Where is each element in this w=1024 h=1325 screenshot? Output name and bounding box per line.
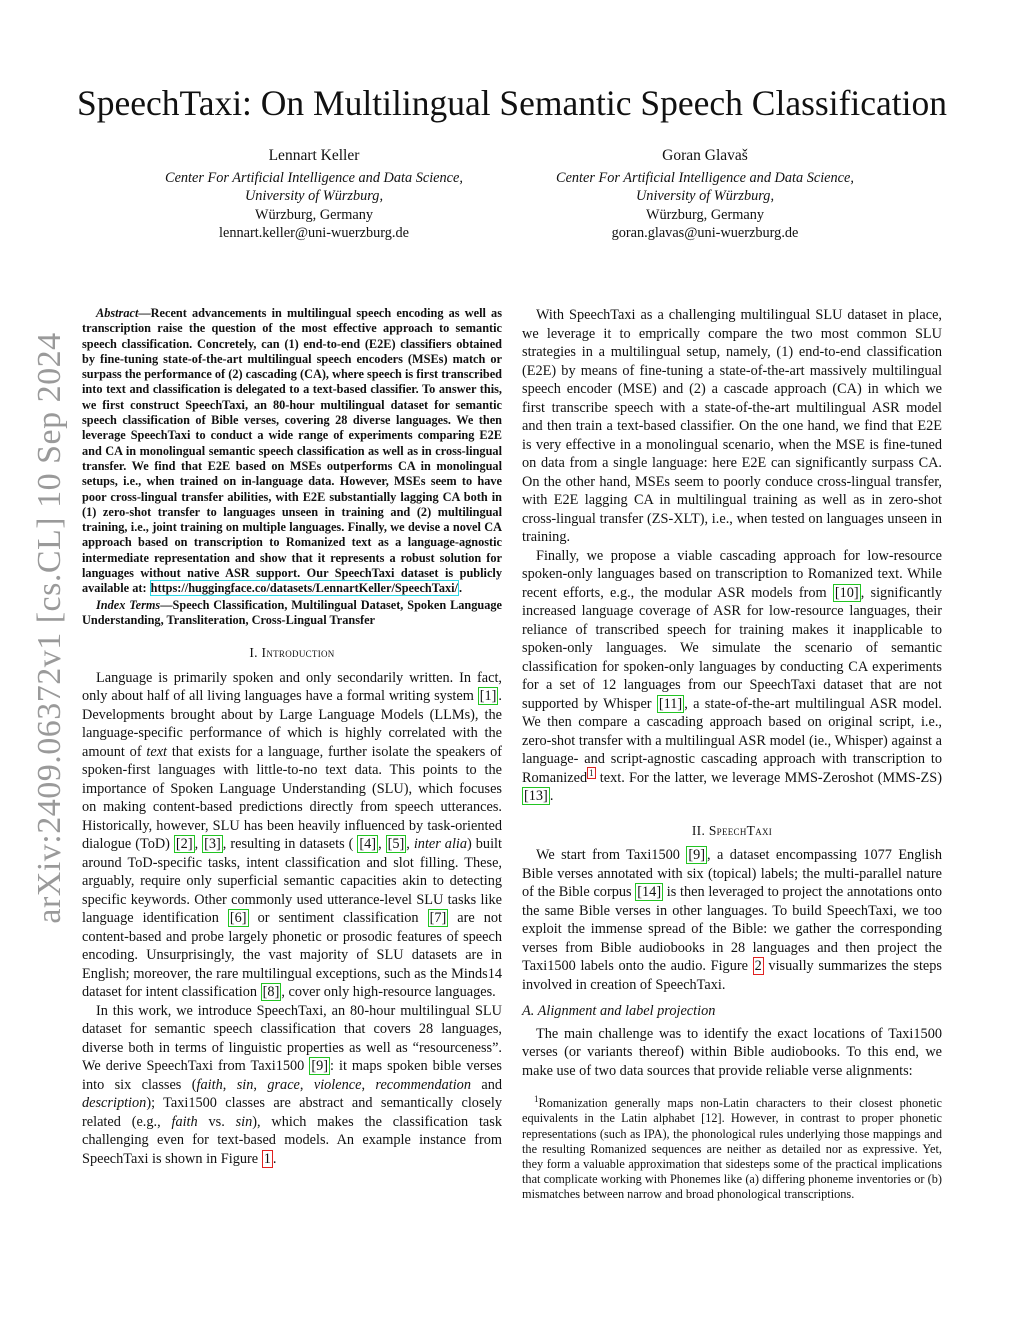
intro-paragraph-4: Finally, we propose a viable cascading approach for low-resource spoken-only languages based on transcription to Romanized text. While recent efforts, e.g., the modular ASR models from [10] , significantly increased language coverage of ASR for low-resource languages, their reliance of transcribed speech for training makes it inapplicable to spoken-only languages. We simulate the scenario of semantic classification for spoken-only languages by conducting CA experiments for a set of 12 languages from our SpeechTaxi dataset that are not supported by Whisper [11] , a state-of-the-art multilingual ASR model. We then compare a cascading approach based on original script, i.e., zero-shot transfer with a multilingual ASR model (ie., Whisper) against a language- and script-agnostic cascading approach with transcription to Romanized $^1$ text. For the latter, we leverage MMS-Zeroshot (MMS-ZS) [13] . [522,547,942,804]
abstract-label: Abstract [96,306,139,320]
abstract [82,306,502,597]
right-column [522,306,942,1203]
author-affiliation: Center For Artificial Intelligence and Data Science, [165,169,463,186]
author-email: goran.glavas@uni-wuerzburg.de [611,225,799,242]
author-affiliation: University of Würzburg, [635,188,775,205]
abstract-text: —Recent advancements in multilingual speech encoding as well as transcription raise the question of the most effective approach to semantic speech classification. Concretely, can (1) end-to-end (E2E) classifiers obtained by fine-tuning state-of-the-art multilingual speech encoders (MSEs) match or surpass the performance of (2) cascading (CA), where speech is first transcribed into text and classification is delegated to a text-based classifier. To answer this, we first construct SpeechTaxi, an 80-hour multilingual dataset for semantic speech classification of Bible verses, covering 28 diverse languages. We then leverage SpeechTaxi to conduct a wide range of experiments comparing E2E and CA in monolingual semantic speech classification as well as in cross-lingual transfer. We find that E2E based on MSEs outperforms CA in monolingual setups, i.e., when trained on in-language data. However, MSEs seem to have poor cross-lingual transfer abilities, with E2E substantially lagging CA both in (1) zero-shot transfer to languages unseen in training and (2) multilingual training, i.e., joint training on multiple languages. Finally, we devise a novel CA approach based on transcription to Romanized text as a language-agnostic intermediate representation and show that it represents a robust solution for languages without native ASR support. Our SpeechTaxi dataset is publicly available at: [82,306,502,596]
dataset-link[interactable]: https://huggingface.co/datasets/LennartKeller/SpeechTaxi/ [150,581,458,596]
abstract-end: . [458,581,463,596]
index-terms-text: —Speech Classification, Multilingual Dataset, Spoken Language Understanding, Transliteration, Cross-Lingual Transfer [82,597,502,627]
author-location: Würzburg, Germany [645,206,765,223]
intro-paragraph-3: With SpeechTaxi as a challenging multilingual SLU dataset in place, we leverage it to emprically compare the two most common SLU strategies in a multilingual setup, namely, (1) end-to-end classification (E2E) by means of fine-tuning a state-of-the-art massively multilingual speech encoder (MSE) and (2) a cascade approach (CA) in which we first transcribe speech with a state-of-the-art multilingual ASR model and then train a text-based classifier. On the one hand, we find that E2E is very effective in a monolingual scenario, when the MSE is fine-tuned on data from a single language: here E2E can significantly surpass CA. On the other hand, MSEs seem to poorly conduce cross-lingual transfer, with E2E lagging CA in multilingual training as well as in zero-shot cross-lingual transfer (ZS-XLT), i.e., when tested on languages unseen in training. [522,307,942,545]
left-column [82,306,502,1168]
author-name: Lennart Keller [268,147,360,164]
intro-paragraph-1: Language is primarily spoken and only secondarily written. In fact, only about half of all living languages have a formal writing system [1] . Developments brought about by Large Language Models (LLMs), the language-specific performance of which is highly correlated with the amount of text that exists for a language, further isolate the speakers of spoken-first languages with little-to-no text data. This points to the importance of Spoken Language Understanding (SLU), which focuses on making content-based predictions directly from speech utterances. Historically, however, SLU has been heavily influenced by task-oriented dialogue (ToD) [2] , [3] , resulting in datasets ( [4] , [5] , inter alia) built around ToD-specific tasks, intent classification and slot filling. These, arguably, require only superficial semantic capacities akin to detecting specific keywords. Other commonly used utterance-level SLU tasks like language identification [6] or sentiment classification [7] are not content-based and probe largely phonetic or prosodic features of speech encoding. Unsurprisingly, the vast majority of SLU datasets are in English; moreover, the rare multilingual exceptions, such as the Minds14 dataset for intent classification [8] , cover only high-resource languages. [82,669,502,1001]
author-affiliation: Center For Artificial Intelligence and Data Science, [556,169,854,186]
section-heading-speechtaxi: II. SpeechTaxi [691,822,773,838]
index-terms-label: Index Terms [96,597,161,612]
paper-title: SpeechTaxi: On Multilingual Semantic Speech Classification [76,83,948,123]
arxiv-identifier: arXiv:2409.06372v1 [cs.CL] 10 Sep 2024 [31,332,68,924]
footnote [522,1092,942,1203]
footnote-number: 1 [534,1094,539,1104]
intro-paragraph-2: In this work, we introduce SpeechTaxi, an 80-hour multilingual SLU dataset for semantic speech classification that covers 28 languages, diverse both in terms of linguistic properties as well as “resourceness”. We derive SpeechTaxi from Taxi1500 [9] : it maps spoken bible verses into six classes (faith, sin, grace, violence, recommendation and description); Taxi1500 classes are abstract and semantically closely related (e.g., faith vs. sin), which makes the classification task challenging even for text-based models. An example instance from SpeechTaxi is shown in Figure 1 . [82,1002,502,1167]
author-block-2 [515,147,895,243]
section-heading-introduction: I. Introduction [249,645,335,661]
author-name: Goran Glavaš [662,147,748,164]
alignment-paragraph-1: The main challenge was to identify the exact locations of Taxi1500 verses (or variants thereof) within Bible audiobooks. To this end, we make use of two data sources that provide reliable verse alignments: [522,1025,942,1079]
footnote-text: Romanization generally maps non-Latin characters to their closest phonetic equivalents in the Latin alphabet [12]. However, in contrast to proper phonetic representations (such as IPA), the phonological rules underlying those mappings and the resulting Romanized sequences are neither as detailed nor as expressive. Yet, they form a valuable approximation that sidesteps some of the practical implications that complicate working with Phonemes like (a) differing phoneme inventories or (b) mismatches between narrow and broad phonological transcriptions. [522,1096,942,1202]
index-terms [82,598,502,629]
author-location: Würzburg, Germany [254,206,374,223]
subsection-heading-alignment: A. Alignment and label projection [522,1003,716,1019]
author-email: lennart.keller@uni-wuerzburg.de [219,225,409,242]
author-block-1 [124,147,504,243]
author-affiliation: University of Würzburg, [244,188,384,205]
speechtaxi-paragraph-1: We start from Taxi1500 [9] , a dataset encompassing 1077 English Bible verses annotated with six (topical) labels; the multi-parallel nature of the Bible corpus [14] is then leveraged to project the annotations onto the same Bible verses in other languages. To build SpeechTaxi, we too exploit the immense spread of the Bible: we gather the corresponding verses from Bible audiobooks in 28 languages and then project the Taxi1500 labels onto the audio. Figure 2 visually summarizes the steps involved in creation of SpeechTaxi. [522,847,943,993]
